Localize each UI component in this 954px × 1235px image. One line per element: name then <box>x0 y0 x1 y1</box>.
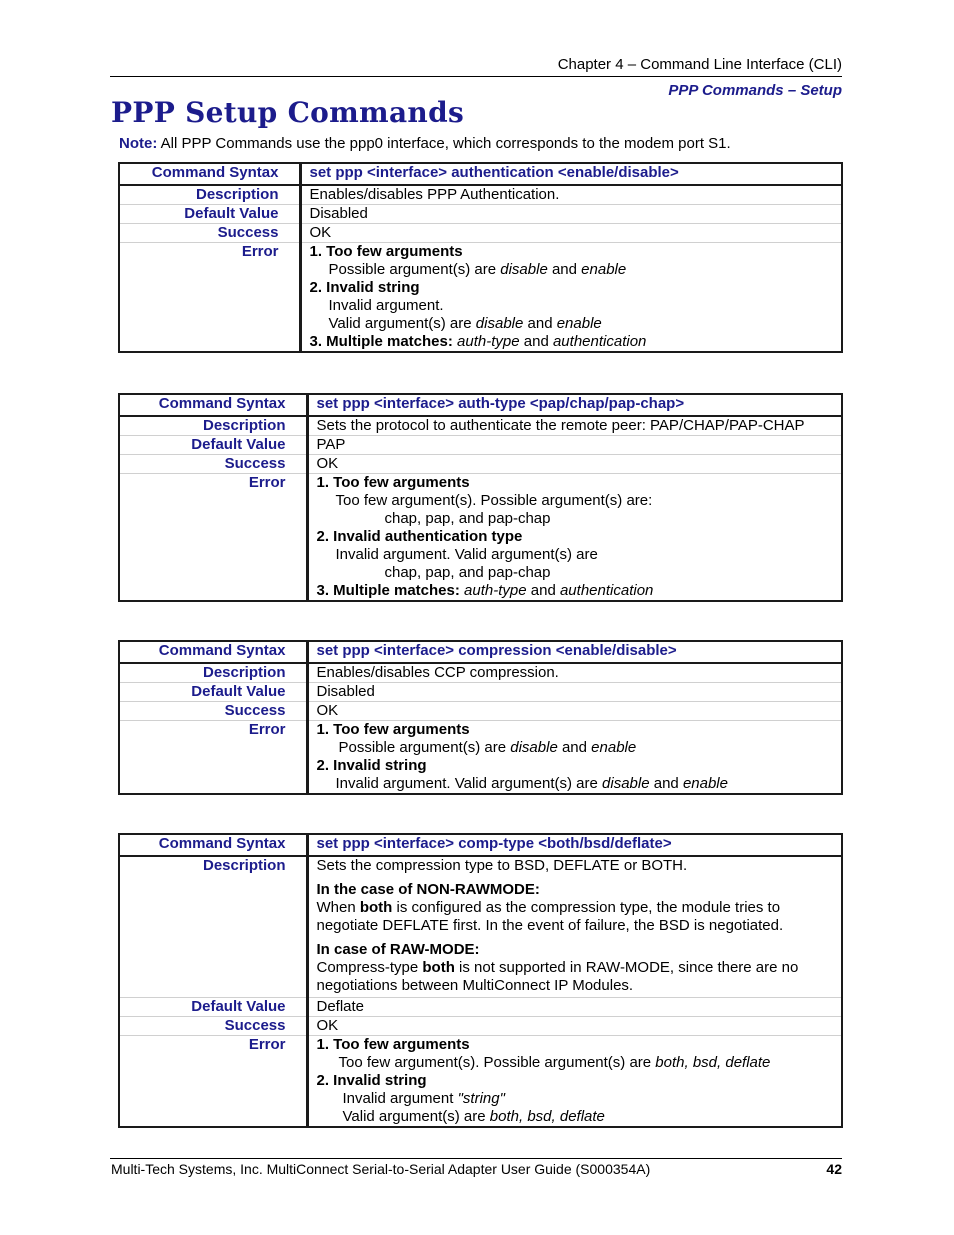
error-value <box>307 1036 842 1128</box>
error-label: Error <box>119 474 307 602</box>
error-2-line1: Invalid argument "string" <box>342 1090 505 1107</box>
error-2-title: 2. Invalid string <box>309 279 420 296</box>
default-label: Default Value <box>119 205 300 224</box>
page-title: PPP Setup Commands <box>111 96 465 129</box>
default-value: Deflate <box>307 998 842 1017</box>
note-text: All PPP Commands use the ppp0 interface, which corresponds to the modem port S1. <box>157 135 731 152</box>
error-1-line2: chap, pap, and pap-chap <box>384 510 551 527</box>
success-value: OK <box>307 1017 842 1036</box>
default-label: Default Value <box>119 436 307 455</box>
success-value: OK <box>307 702 842 721</box>
error-2-title: 2. Invalid string <box>316 757 427 774</box>
default-value: Disabled <box>307 683 842 702</box>
error-value <box>300 243 842 353</box>
error-value <box>307 474 842 602</box>
error-2-detail: Valid argument(s) are disable and enable <box>328 315 602 332</box>
description-value: Enables/disables CCP compression. <box>307 663 842 683</box>
error-1-line1: Too few argument(s). Possible argument(s) are: <box>335 492 653 509</box>
chapter-header: Chapter 4 – Command Line Interface (CLI) <box>557 56 842 73</box>
error-1-title: 1. Too few arguments <box>316 474 470 491</box>
nonraw-text: When both is configured as the compression type, the module tries to negotiate DEFLATE first. In the event of failure, the BSD is negotiated. <box>316 899 784 934</box>
error-1-title: 1. Too few arguments <box>309 243 463 260</box>
note <box>119 135 731 152</box>
command-table-comp-type <box>118 833 843 1128</box>
success-label: Success <box>119 455 307 474</box>
syntax-label: Command Syntax <box>119 394 307 416</box>
error-1-detail: Too few argument(s). Possible argument(s) are both, bsd, deflate <box>338 1054 771 1071</box>
syntax-label: Command Syntax <box>119 834 307 856</box>
description-value: Enables/disables PPP Authentication. <box>300 185 842 205</box>
syntax-value: set ppp <interface> authentication <enable/disable> <box>300 163 842 185</box>
success-value: OK <box>307 455 842 474</box>
default-label: Default Value <box>119 998 307 1017</box>
success-value: OK <box>300 224 842 243</box>
error-label: Error <box>119 721 307 795</box>
command-table-authentication <box>118 162 843 353</box>
description-label: Description <box>119 185 300 205</box>
error-1-detail: Possible argument(s) are disable and enable <box>328 261 627 278</box>
note-label: Note: <box>119 135 158 152</box>
footer-rule <box>110 1158 842 1159</box>
syntax-value: set ppp <interface> comp-type <both/bsd/deflate> <box>307 834 842 856</box>
error-2-line2: chap, pap, and pap-chap <box>384 564 551 581</box>
syntax-label: Command Syntax <box>119 163 300 185</box>
page-number: 42 <box>826 1161 842 1177</box>
syntax-value: set ppp <interface> compression <enable/disable> <box>307 641 842 663</box>
success-label: Success <box>119 1017 307 1036</box>
success-label: Success <box>119 224 300 243</box>
default-value: Disabled <box>300 205 842 224</box>
command-table-compression <box>118 640 843 795</box>
description-summary: Sets the compression type to BSD, DEFLATE or BOTH. <box>316 857 688 874</box>
section-header: PPP Commands – Setup <box>668 82 842 99</box>
error-2-line1: Invalid argument. Valid argument(s) are <box>335 546 598 563</box>
header-rule <box>110 76 842 77</box>
default-value: PAP <box>307 436 842 455</box>
error-3: 3. Multiple matches: auth-type and authentication <box>309 333 647 350</box>
command-table-auth-type <box>118 393 843 602</box>
error-3: 3. Multiple matches: auth-type and authentication <box>316 582 654 599</box>
error-2-line1: Invalid argument. <box>328 297 444 314</box>
default-label: Default Value <box>119 683 307 702</box>
description-label: Description <box>119 856 307 998</box>
error-2-title: 2. Invalid authentication type <box>316 528 523 545</box>
error-2-detail: Invalid argument. Valid argument(s) are disable and enable <box>335 775 728 792</box>
description-value: Sets the protocol to authenticate the remote peer: PAP/CHAP/PAP-CHAP <box>307 416 842 436</box>
description-value <box>307 856 842 998</box>
error-2-line2: Valid argument(s) are both, bsd, deflate <box>342 1108 605 1125</box>
success-label: Success <box>119 702 307 721</box>
description-label: Description <box>119 663 307 683</box>
syntax-value: set ppp <interface> auth-type <pap/chap/pap-chap> <box>307 394 842 416</box>
footer-text: Multi-Tech Systems, Inc. MultiConnect Serial-to-Serial Adapter User Guide (S000354A) <box>111 1161 651 1177</box>
nonraw-title: In the case of NON-RAWMODE: <box>316 881 540 898</box>
error-1-detail: Possible argument(s) are disable and enable <box>338 739 637 756</box>
raw-text: Compress-type both is not supported in RAW-MODE, since there are no negotiations between MultiConnect IP Modules. <box>316 959 799 994</box>
error-2-title: 2. Invalid string <box>316 1072 427 1089</box>
syntax-label: Command Syntax <box>119 641 307 663</box>
error-1-title: 1. Too few arguments <box>316 721 470 738</box>
error-label: Error <box>119 1036 307 1128</box>
description-label: Description <box>119 416 307 436</box>
error-value <box>307 721 842 795</box>
error-label: Error <box>119 243 300 353</box>
error-1-title: 1. Too few arguments <box>316 1036 470 1053</box>
raw-title: In case of RAW-MODE: <box>316 941 480 958</box>
